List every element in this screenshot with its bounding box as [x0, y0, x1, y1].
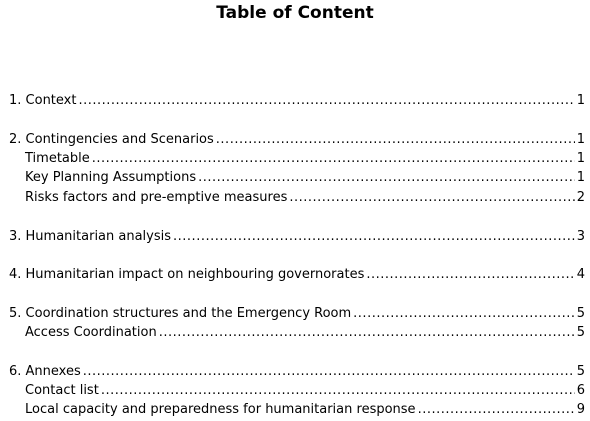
toc-entry-title: Access Coordination	[25, 325, 157, 340]
toc-dot-leader	[198, 169, 575, 187]
toc-entry-risk-factors[interactable]	[25, 189, 585, 207]
toc-dot-leader	[418, 401, 575, 419]
toc-entry-humanitarian-impact[interactable]	[9, 266, 585, 284]
toc-page-number: 1	[576, 170, 585, 185]
toc-entry-title: Key Planning Assumptions	[25, 170, 197, 185]
toc-page-number: 9	[576, 402, 585, 417]
toc-page-number: 1	[576, 151, 585, 166]
toc-dot-leader	[159, 324, 575, 342]
toc-entry-contingencies[interactable]	[9, 131, 585, 149]
toc-page-number: 6	[576, 383, 585, 398]
toc-entry-title: 6. Annexes	[9, 364, 81, 379]
toc-page-number: 5	[576, 364, 585, 379]
toc-entry-title: Timetable	[25, 151, 90, 166]
toc-dot-leader	[101, 382, 575, 400]
toc-entry-title: Contact list	[25, 383, 99, 398]
toc-page-number: 1	[576, 132, 585, 147]
toc-dot-leader	[216, 131, 575, 149]
toc-entry-title: 1. Context	[9, 93, 77, 108]
toc-entry-title: 5. Coordination structures and the Emergency Room	[9, 306, 352, 321]
toc-entry-key-planning-assumptions[interactable]	[25, 169, 585, 187]
toc-entry-title: 4. Humanitarian impact on neighbouring governorates	[9, 267, 365, 282]
toc-entry-title: 2. Contingencies and Scenarios	[9, 132, 214, 147]
toc-dot-leader	[366, 266, 574, 284]
toc-entry-timetable[interactable]	[25, 150, 585, 168]
toc-entry-title: Risks factors and pre-emptive measures	[25, 190, 288, 205]
toc-page-number: 4	[576, 267, 585, 282]
toc-entry-local-capacity[interactable]	[25, 401, 585, 419]
toc-page-number: 5	[576, 306, 585, 321]
toc-entry-annexes[interactable]	[9, 363, 585, 381]
page-title: Table of Content	[216, 3, 374, 23]
toc-entry-context[interactable]	[9, 92, 585, 110]
toc-page-number: 2	[576, 190, 585, 205]
toc-dot-leader	[289, 189, 574, 207]
toc-page-number: 1	[576, 93, 585, 108]
toc-dot-leader	[353, 305, 575, 323]
toc-entry-title: Local capacity and preparedness for humanitarian response	[25, 402, 416, 417]
toc-dot-leader	[173, 228, 575, 246]
toc-entry-contact-list[interactable]	[25, 382, 585, 400]
toc-entry-humanitarian-analysis[interactable]	[9, 228, 585, 246]
toc-page-number: 3	[576, 229, 585, 244]
toc-dot-leader	[78, 92, 574, 110]
toc-entry-coordination-structures[interactable]	[9, 305, 585, 323]
toc-page-number: 5	[576, 325, 585, 340]
toc-entry-access-coordination[interactable]	[25, 324, 585, 342]
toc-entry-title: 3. Humanitarian analysis	[9, 229, 172, 244]
toc-dot-leader	[92, 150, 575, 168]
toc-dot-leader	[83, 363, 575, 381]
